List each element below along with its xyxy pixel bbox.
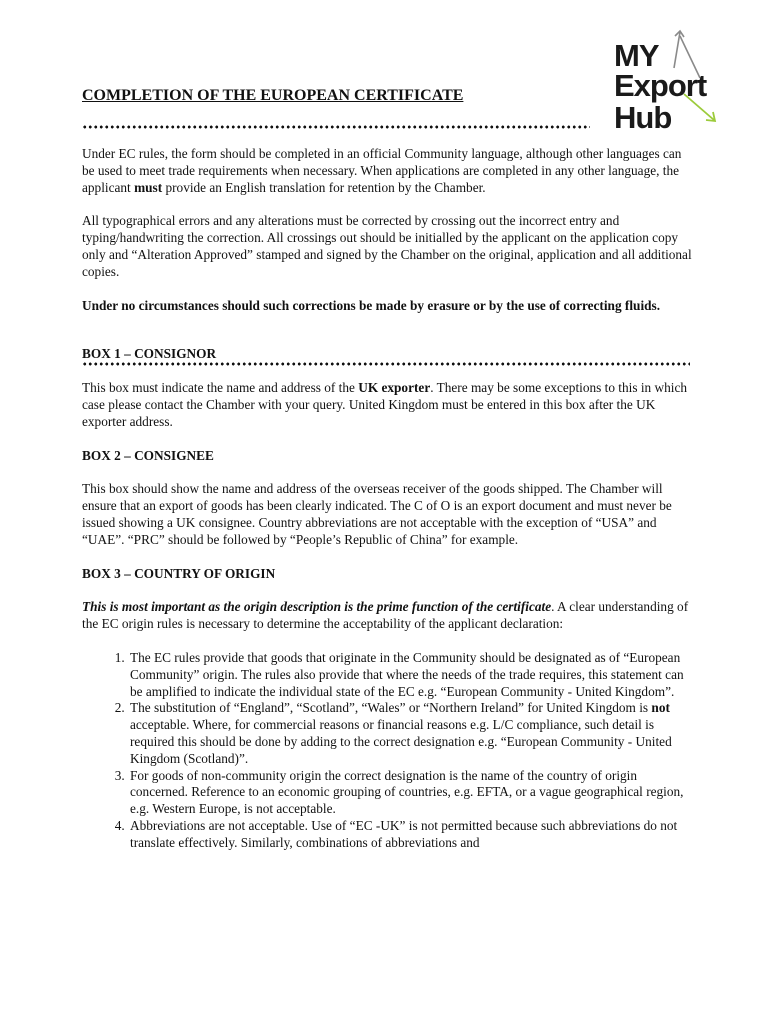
box2-paragraph: This box should show the name and address of the overseas receiver of the goods shipped. The Chamber will ensure that an export of goods has been clearly indicated. The C of O is an export document and must never be issued showing a UK consignee. Country abbreviations are not acceptable with the exception of “USA” and “UAE”. “PRC” should be followed by “People’s Republic of China” for example. <box>82 481 672 547</box>
my-export-hub-logo <box>614 28 730 144</box>
box3-lead: This is most important as the origin description is the prime function of the certificate. A clear understanding of the EC origin rules is necessary to determine the acceptability of the applicant declaration: <box>82 599 689 632</box>
logo-line-export: Export <box>614 68 707 103</box>
origin-rules-list <box>82 650 692 852</box>
list-item: 2. The substitution of “England”, “Scotland”, “Wales” or “Northern Ireland” for United Kingdom is not acceptable. Where, for commercial reasons or financial reasons e.g. L/C compliance, such detail is required this should be done by adding to the correct designation e.g. “European Community - United Kingdom (Scotland)”. <box>128 700 692 767</box>
intro-paragraph-2: All typographical errors and any alterations must be corrected by crossing out the incorrect entry and typing/handwriting the correction. All crossings out should be initialled by the applicant on the application copy only and “Alteration Approved” stamped and signed by the Chamber on the original, application and all additional copies. <box>82 213 692 279</box>
logo-line-my: MY <box>614 38 659 73</box>
box3-heading: BOX 3 – COUNTRY OF ORIGIN <box>82 565 276 581</box>
box1-heading: BOX 1 – CONSIGNOR <box>82 346 217 362</box>
emphasis-must: must <box>134 179 163 195</box>
document-body <box>82 146 692 852</box>
emphasis-uk-exporter: UK exporter <box>358 380 431 396</box>
box1-paragraph: This box must indicate the name and address of the UK exporter. There may be some exceptions to this in which case please contact the Chamber with your query. United Kingdom must be entered in this box after the UK exporter address. <box>82 380 687 429</box>
document-title: COMPLETION OF THE EUROPEAN CERTIFICATE <box>82 87 464 104</box>
emphasis-not: not <box>651 700 670 716</box>
intro-warning: Under no circumstances should such corrections be made by erasure or by the use of correcting fluids. <box>82 297 661 313</box>
box2-heading: BOX 2 – CONSIGNEE <box>82 447 214 463</box>
logo-line-hub: Hub <box>614 100 672 135</box>
list-item: 3. For goods of non-community origin the correct designation is the name of the country of origin concerned. Reference to an economic grouping of countries, e.g. EFTA, or a vague geographical region, e.g. Western Europe, is not acceptable. <box>128 768 692 818</box>
list-item: 4. Abbreviations are not acceptable. Use of “EC -UK” is not permitted because such abbreviations do not translate effectively. Similarly, combinations of abbreviations and <box>128 818 692 852</box>
list-item: 1. The EC rules provide that goods that originate in the Community should be designated as of “European Community” origin. The rules also provide that where the needs of the trade requires, this statement can be amplified to indicate the individual state of the EC e.g. “European Community - United Kingdom”. <box>128 650 692 700</box>
dotted-divider <box>82 125 590 129</box>
intro-paragraph-1: Under EC rules, the form should be completed in an official Community language, although other languages can be used to meet trade requirements when necessary. When applications are completed in any other language, the applicant must provide an English translation for retention by the Chamber. <box>82 146 682 195</box>
